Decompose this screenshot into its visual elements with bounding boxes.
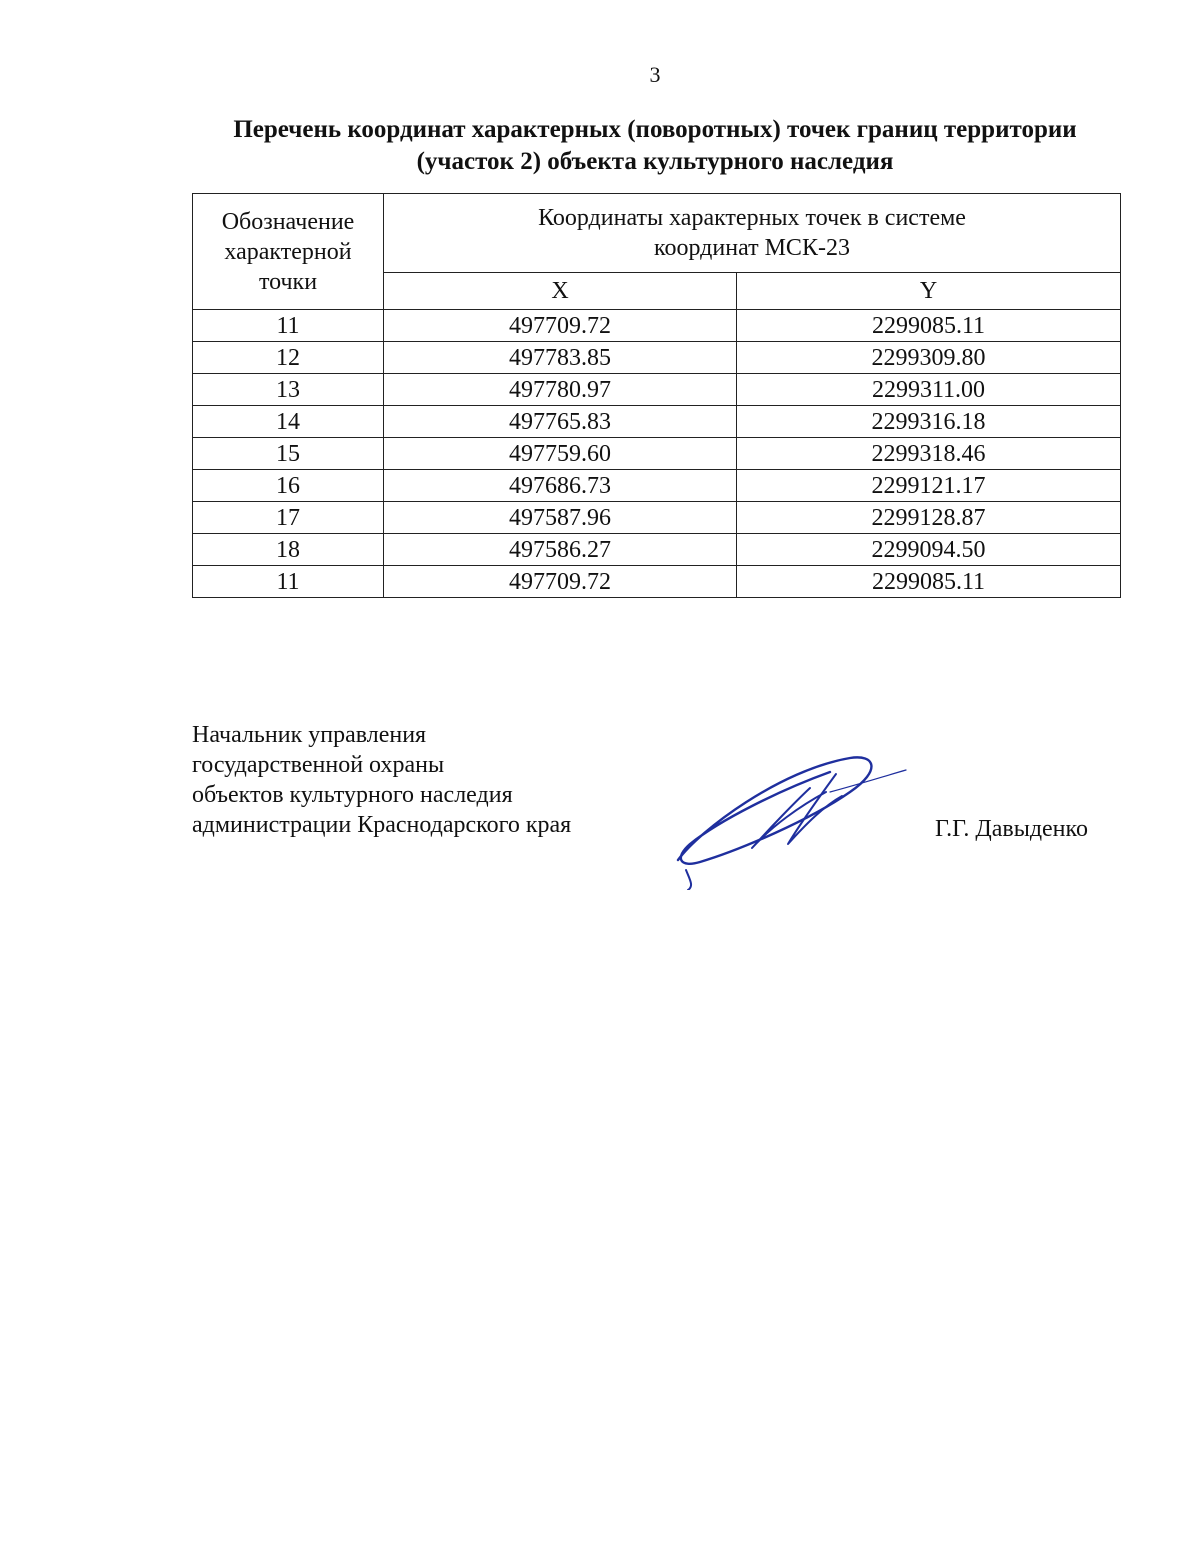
header-y: Y bbox=[737, 273, 1121, 310]
cell-x: 497765.83 bbox=[384, 406, 737, 438]
coordinates-table-body bbox=[193, 310, 1121, 598]
handwritten-signature bbox=[660, 740, 920, 890]
cell-point: 12 bbox=[193, 342, 384, 374]
table-row bbox=[193, 502, 1121, 534]
document-title-line-2: (участок 2) объекта культурного наследия bbox=[416, 148, 894, 175]
table-row bbox=[193, 342, 1121, 374]
cell-x: 497759.60 bbox=[384, 438, 737, 470]
document-title bbox=[180, 114, 1130, 178]
cell-y: 2299085.11 bbox=[737, 310, 1121, 342]
header-coordinates-line: координат МСК-23 bbox=[654, 235, 850, 261]
cell-y: 2299316.18 bbox=[737, 406, 1121, 438]
cell-point: 14 bbox=[193, 406, 384, 438]
cell-y: 2299121.17 bbox=[737, 470, 1121, 502]
cell-point: 15 bbox=[193, 438, 384, 470]
position-line: государственной охраны bbox=[192, 752, 445, 778]
cell-point: 11 bbox=[193, 310, 384, 342]
table-row bbox=[193, 470, 1121, 502]
cell-x: 497709.72 bbox=[384, 566, 737, 598]
cell-x: 497587.96 bbox=[384, 502, 737, 534]
signer-name: Г.Г. Давыденко bbox=[935, 816, 1088, 842]
page-number: 3 bbox=[649, 62, 661, 87]
header-point-line: точки bbox=[258, 268, 318, 295]
cell-x: 497783.85 bbox=[384, 342, 737, 374]
header-x: X bbox=[384, 273, 737, 310]
signatory-position bbox=[192, 720, 571, 840]
cell-point: 17 bbox=[193, 502, 384, 534]
header-point-line: Обозначение bbox=[221, 208, 355, 235]
header-point-line: характерной bbox=[224, 238, 352, 265]
cell-y: 2299309.80 bbox=[737, 342, 1121, 374]
cell-y: 2299318.46 bbox=[737, 438, 1121, 470]
position-line: объектов культурного наследия bbox=[192, 782, 513, 808]
cell-point: 18 bbox=[193, 534, 384, 566]
cell-point: 11 bbox=[193, 566, 384, 598]
table-row bbox=[193, 438, 1121, 470]
cell-point: 16 bbox=[193, 470, 384, 502]
position-line: Начальник управления bbox=[192, 722, 427, 748]
cell-point: 13 bbox=[193, 374, 384, 406]
cell-x: 497709.72 bbox=[384, 310, 737, 342]
header-coordinates-line: Координаты характерных точек в системе bbox=[538, 205, 966, 231]
table-row bbox=[193, 406, 1121, 438]
cell-y: 2299311.00 bbox=[737, 374, 1121, 406]
table-row bbox=[193, 310, 1121, 342]
table-row bbox=[193, 374, 1121, 406]
header-point-designation bbox=[193, 194, 384, 310]
table-row bbox=[193, 534, 1121, 566]
document-title-line-1: Перечень координат характерных (поворотных) точек границ территории bbox=[233, 116, 1077, 143]
cell-y: 2299094.50 bbox=[737, 534, 1121, 566]
coordinates-table bbox=[192, 193, 1121, 598]
position-line: администрации Краснодарского края bbox=[192, 812, 572, 838]
cell-x: 497780.97 bbox=[384, 374, 737, 406]
cell-x: 497686.73 bbox=[384, 470, 737, 502]
header-coordinates bbox=[384, 194, 1121, 273]
cell-y: 2299128.87 bbox=[737, 502, 1121, 534]
cell-y: 2299085.11 bbox=[737, 566, 1121, 598]
cell-x: 497586.27 bbox=[384, 534, 737, 566]
table-row bbox=[193, 566, 1121, 598]
